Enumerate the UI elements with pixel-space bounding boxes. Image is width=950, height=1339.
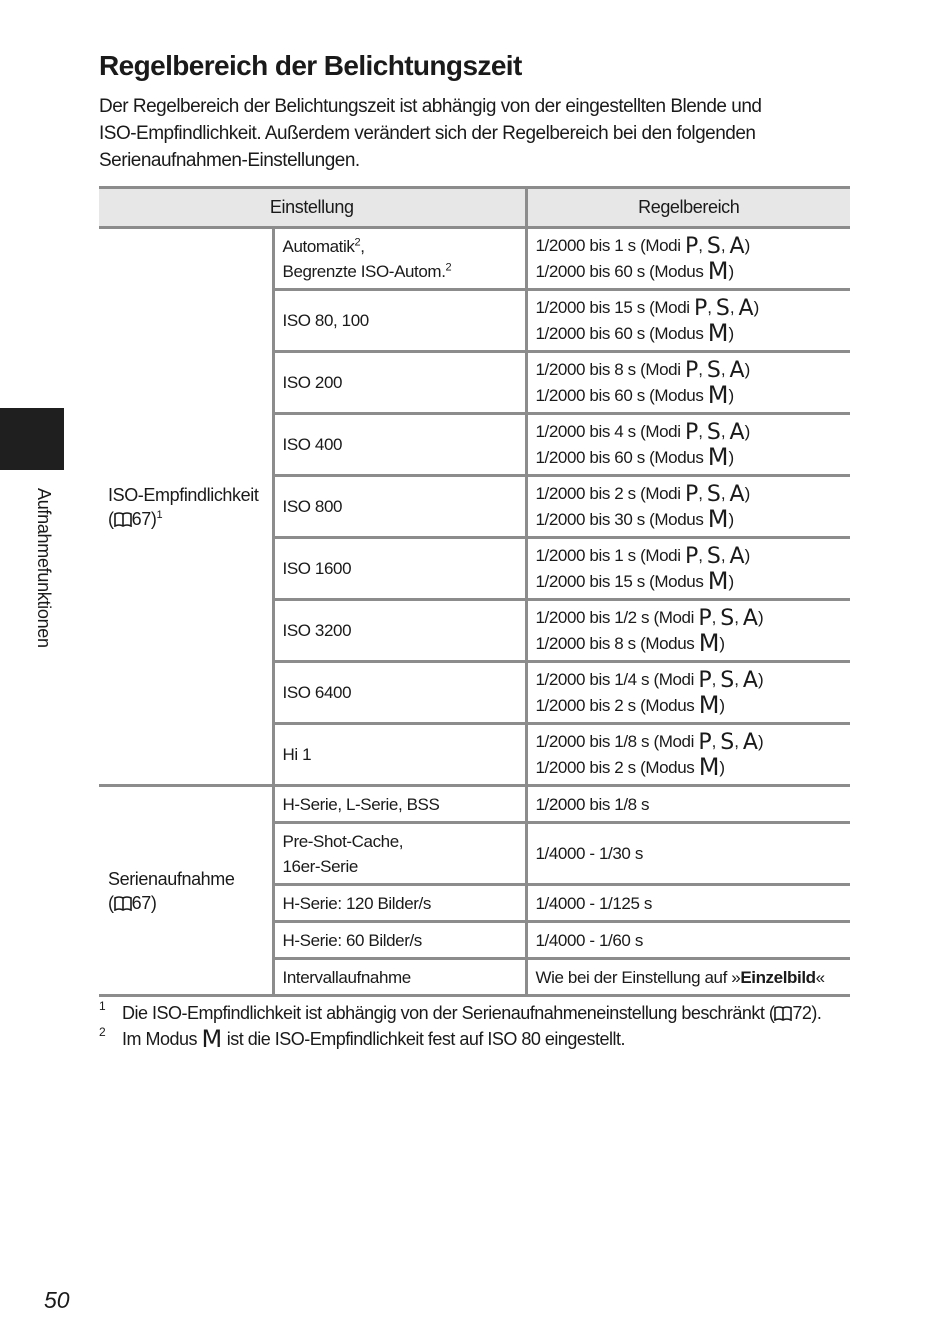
page-number: 50 xyxy=(44,1287,70,1313)
mode-p-icon: P xyxy=(684,358,699,383)
mode-s-icon: S xyxy=(715,296,730,321)
modes-close: ) xyxy=(757,732,764,751)
mode-separator: , xyxy=(711,670,716,689)
setting-label-line2: 16er-Serie xyxy=(282,856,358,876)
modes-close: ) xyxy=(757,670,764,689)
modes-close: ) xyxy=(744,360,750,379)
footnote-marker: 2 xyxy=(354,235,361,248)
range-value: 1/2000 bis 1/8 s xyxy=(535,794,650,814)
footnote-marker: 2 xyxy=(445,260,452,273)
setting-cell xyxy=(273,662,526,724)
modes-close: ) xyxy=(719,696,725,715)
mode-a-icon: A xyxy=(729,544,745,569)
modes-pas xyxy=(640,358,750,383)
footnote-ref: 72 xyxy=(792,1003,812,1023)
setting-label: H-Serie: 120 Bilder/s xyxy=(282,893,431,913)
mode-m-icon: M xyxy=(707,381,729,409)
mode-separator: , xyxy=(698,422,703,441)
mode-m-icon: M xyxy=(707,443,729,471)
setting-cell xyxy=(273,600,526,662)
modes-close: ) xyxy=(719,758,725,777)
mode-m-icon: M xyxy=(707,257,729,285)
setting-label: Intervallaufnahme xyxy=(282,967,411,987)
mode-separator: , xyxy=(711,732,716,751)
modes-prefix: (Modus xyxy=(649,510,708,529)
mode-p-icon: P xyxy=(698,730,712,755)
modes-close: ) xyxy=(744,236,750,255)
modes-close: ) xyxy=(728,262,734,281)
modes-close: ) xyxy=(728,572,734,591)
range-cell xyxy=(526,885,850,922)
modes-m xyxy=(649,381,734,409)
range-pas: 1/2000 bis 2 s xyxy=(535,484,636,503)
mode-separator: , xyxy=(698,360,703,379)
range-line-pas xyxy=(536,481,843,507)
setting-label: ISO 80, 100 xyxy=(282,311,369,330)
range-pas: 1/2000 bis 8 s xyxy=(535,360,636,379)
range-cell xyxy=(526,959,850,996)
mode-separator: , xyxy=(698,484,703,503)
modes-prefix: (Modus xyxy=(640,696,699,715)
range-cell xyxy=(526,414,850,476)
range-value: 1/4000 - 1/30 s xyxy=(535,844,643,863)
modes-prefix: (Modi xyxy=(649,298,694,317)
range-cell xyxy=(526,724,850,786)
range-m: 1/2000 bis 2 s xyxy=(535,758,636,777)
modes-m xyxy=(649,443,734,471)
group-burst-label: Serienaufnahme xyxy=(108,868,235,889)
setting-label: H-Serie: 60 Bilder/s xyxy=(282,930,422,950)
range-cell xyxy=(526,600,850,662)
modes-prefix: (Modi xyxy=(640,546,685,565)
range-pas: 1/2000 bis 1/2 s xyxy=(535,608,650,627)
setting-cell xyxy=(273,823,526,885)
intro-paragraph: Der Regelbereich der Belichtungszeit ist abhängig von der eingestellten Blende und ISO-Empfindlichkeit. Außerdem verändert sich der Regelbereich bei den folgenden Serienaufnahmen-Einstellungen. xyxy=(99,96,762,171)
range-pas: 1/2000 bis 1 s xyxy=(535,236,636,255)
range-m: 1/2000 bis 60 s xyxy=(535,262,645,281)
modes-m xyxy=(640,629,725,657)
mode-p-icon: P xyxy=(684,544,699,569)
modes-prefix: (Modi xyxy=(640,236,685,255)
range-line-m xyxy=(536,321,843,346)
mode-separator: , xyxy=(734,670,739,689)
mode-s-icon: S xyxy=(706,420,721,445)
setting-cell xyxy=(273,724,526,786)
range-cell xyxy=(526,662,850,724)
modes-pas xyxy=(649,296,759,321)
mode-m-icon: M xyxy=(201,1025,223,1053)
mode-separator: , xyxy=(711,608,716,627)
shutter-range-table xyxy=(99,186,850,997)
mode-m-icon: M xyxy=(707,567,729,595)
mode-a-icon: A xyxy=(729,482,745,507)
mode-a-icon: A xyxy=(742,668,758,693)
modes-prefix: (Modi xyxy=(653,670,699,689)
range-line-m xyxy=(536,631,843,656)
setting-label: ISO 800 xyxy=(282,497,343,516)
range-pas: 1/2000 bis 15 s xyxy=(535,298,645,317)
range-pas: 1/2000 bis 4 s xyxy=(535,422,636,441)
range-cell xyxy=(526,352,850,414)
range-line-pas xyxy=(536,295,843,321)
modes-close: ) xyxy=(744,484,750,503)
range-bold: Einzelbild xyxy=(740,967,816,987)
range-pas: 1/2000 bis 1/4 s xyxy=(535,670,650,689)
mode-s-icon: S xyxy=(706,358,721,383)
range-pas: 1/2000 bis 1/8 s xyxy=(535,732,650,751)
modes-m xyxy=(649,505,734,533)
mode-s-icon: S xyxy=(720,668,735,693)
range-cell xyxy=(526,290,850,352)
modes-prefix: (Modus xyxy=(640,758,699,777)
range-line-pas xyxy=(536,543,843,569)
range-m: 1/2000 bis 60 s xyxy=(535,448,645,467)
modes-close: ) xyxy=(744,546,750,565)
mode-separator: , xyxy=(707,298,712,317)
footnote-text-end: ). xyxy=(811,1003,822,1023)
mode-a-icon: A xyxy=(729,420,745,445)
modes-close: ) xyxy=(757,608,764,627)
table-row-auto xyxy=(99,228,850,290)
mode-a-icon: A xyxy=(738,296,754,321)
modes-close: ) xyxy=(744,422,750,441)
modes-prefix: (Modus xyxy=(640,634,699,653)
group-burst-shooting: Serienaufnahme ( 67) xyxy=(108,868,235,913)
group-iso-sensitivity: ISO-Empfindlichkeit ( 67)$^1$ xyxy=(99,228,273,786)
range-cell xyxy=(526,786,850,823)
mode-m-icon: M xyxy=(698,691,720,719)
book-reference-icon xyxy=(114,512,132,527)
modes-close: ) xyxy=(719,634,725,653)
range-line-m xyxy=(536,693,843,718)
modes-pas xyxy=(653,730,764,755)
range-line-m xyxy=(536,507,843,532)
range-cell xyxy=(526,922,850,959)
mode-separator: , xyxy=(734,732,739,751)
range-cell xyxy=(526,228,850,290)
footnote-1 xyxy=(99,1000,859,1026)
modes-prefix: (Modi xyxy=(653,732,699,751)
mode-a-icon: A xyxy=(729,234,745,259)
mode-p-icon: P xyxy=(698,668,712,693)
modes-pas xyxy=(640,544,750,569)
modes-prefix: (Modi xyxy=(640,484,685,503)
mode-separator: , xyxy=(720,546,726,565)
modes-pas xyxy=(640,234,750,259)
range-line-m xyxy=(536,755,843,780)
modes-prefix: (Modus xyxy=(649,572,708,591)
mode-s-icon: S xyxy=(706,544,721,569)
modes-prefix: (Modi xyxy=(653,608,699,627)
mode-s-icon: S xyxy=(720,606,735,631)
modes-close: ) xyxy=(728,324,734,343)
setting-label: H-Serie, L-Serie, BSS xyxy=(282,794,440,814)
modes-m xyxy=(649,567,734,595)
mode-p-icon: P xyxy=(684,482,699,507)
setting-cell xyxy=(273,228,526,290)
setting-cell xyxy=(273,290,526,352)
modes-prefix: (Modi xyxy=(640,422,685,441)
book-reference-icon xyxy=(774,1006,792,1021)
mode-separator: , xyxy=(698,236,703,255)
range-pas: 1/2000 bis 1 s xyxy=(535,546,636,565)
modes-m xyxy=(640,753,725,781)
range-m: 1/2000 bis 60 s xyxy=(535,386,645,405)
group-iso-label: ISO-Empfindlichkeit xyxy=(108,484,259,505)
modes-prefix: (Modus xyxy=(649,262,708,281)
setting-label: ISO 400 xyxy=(282,435,343,454)
mode-a-icon: A xyxy=(742,606,758,631)
range-line-pas xyxy=(536,419,843,445)
modes-prefix: (Modi xyxy=(640,360,685,379)
range-m: 1/2000 bis 2 s xyxy=(535,696,636,715)
footnote-text-end: ist die ISO-Empfindlichkeit fest auf ISO 80 eingestellt. xyxy=(222,1029,625,1049)
range-prefix: Wie bei der Einstellung auf » xyxy=(535,967,741,987)
setting-label: ISO 6400 xyxy=(282,683,352,702)
setting-cell xyxy=(273,352,526,414)
setting-label: ISO 1600 xyxy=(282,559,352,578)
range-line-pas xyxy=(536,667,843,693)
range-line-pas xyxy=(536,357,843,383)
modes-m xyxy=(649,319,734,347)
mode-p-icon: P xyxy=(698,606,712,631)
setting-cell xyxy=(273,476,526,538)
range-m: 1/2000 bis 60 s xyxy=(535,324,645,343)
header-range: Regelbereich xyxy=(526,188,850,228)
setting-cell xyxy=(273,922,526,959)
page-title: Regelbereich der Belichtungszeit xyxy=(99,50,522,81)
mode-separator: , xyxy=(720,484,726,503)
setting-cell xyxy=(273,414,526,476)
setting-cell xyxy=(273,959,526,996)
footnote-number: 1 xyxy=(99,999,106,1013)
setting-auto-label: Automatik xyxy=(282,236,355,256)
mode-p-icon: P xyxy=(684,234,699,259)
mode-a-icon: A xyxy=(729,358,745,383)
range-m: 1/2000 bis 15 s xyxy=(535,572,645,591)
setting-label: ISO 3200 xyxy=(282,621,352,640)
mode-s-icon: S xyxy=(706,234,721,259)
range-cell xyxy=(526,823,850,885)
modes-pas xyxy=(640,420,750,445)
book-reference-icon xyxy=(114,896,132,911)
modes-close: ) xyxy=(753,298,759,317)
setting-label: ISO 200 xyxy=(282,373,343,392)
range-line-m xyxy=(536,569,843,594)
setting-comma: , xyxy=(360,236,365,256)
group-burst-ref: 67 xyxy=(131,892,151,913)
chapter-side-label: Aufnahmefunktionen xyxy=(34,488,54,648)
footnote-2 xyxy=(99,1026,859,1052)
range-line-m xyxy=(536,445,843,470)
modes-close: ) xyxy=(728,386,734,405)
mode-separator: , xyxy=(720,236,726,255)
footnote-text: Die ISO-Empfindlichkeit ist abhängig von der Serienaufnahmeneinstellung beschränkt ( xyxy=(122,1003,775,1023)
mode-a-icon: A xyxy=(742,730,758,755)
mode-m-icon: M xyxy=(707,505,729,533)
modes-pas xyxy=(653,606,764,631)
header-setting: Einstellung xyxy=(99,188,526,228)
range-line-pas xyxy=(536,605,843,631)
mode-s-icon: S xyxy=(706,482,721,507)
range-line-pas xyxy=(536,729,843,755)
chapter-tab-marker xyxy=(0,408,64,470)
group-iso-footnote-marker: 1 xyxy=(156,508,163,521)
mode-separator: , xyxy=(720,422,726,441)
footnote-number: 2 xyxy=(99,1025,106,1039)
modes-m xyxy=(640,691,725,719)
mode-m-icon: M xyxy=(698,629,720,657)
range-value: 1/4000 - 1/60 s xyxy=(535,930,643,950)
mode-m-icon: M xyxy=(707,319,729,347)
modes-pas xyxy=(653,668,764,693)
range-m: 1/2000 bis 8 s xyxy=(535,634,636,653)
modes-prefix: (Modus xyxy=(649,324,708,343)
setting-label: Pre-Shot-Cache, xyxy=(282,831,404,851)
range-value: 1/4000 - 1/125 s xyxy=(535,893,652,913)
setting-cell xyxy=(273,786,526,823)
group-iso-ref: 67 xyxy=(131,508,151,529)
modes-close: ) xyxy=(728,448,734,467)
modes-prefix: (Modus xyxy=(649,448,708,467)
setting-cell xyxy=(273,538,526,600)
range-line-m xyxy=(536,383,843,408)
setting-label: Hi 1 xyxy=(282,745,312,764)
mode-separator: , xyxy=(729,298,735,317)
modes-close: ) xyxy=(728,510,734,529)
table-row xyxy=(99,786,850,823)
setting-auto-limited-label: Begrenzte ISO-Autom. xyxy=(282,261,446,281)
mode-separator: , xyxy=(734,608,739,627)
range-cell xyxy=(526,476,850,538)
mode-m-icon: M xyxy=(698,753,720,781)
range-suffix: « xyxy=(815,967,825,987)
modes-m xyxy=(649,257,734,285)
mode-separator: , xyxy=(720,360,726,379)
mode-s-icon: S xyxy=(720,730,735,755)
mode-p-icon: P xyxy=(693,296,708,321)
setting-cell xyxy=(273,885,526,922)
mode-separator: , xyxy=(698,546,703,565)
range-m: 1/2000 bis 30 s xyxy=(535,510,645,529)
range-cell xyxy=(526,538,850,600)
footnotes xyxy=(99,1000,859,1052)
mode-p-icon: P xyxy=(684,420,699,445)
footnote-text: Im Modus xyxy=(122,1029,202,1049)
modes-pas xyxy=(640,482,750,507)
modes-prefix: (Modus xyxy=(649,386,708,405)
